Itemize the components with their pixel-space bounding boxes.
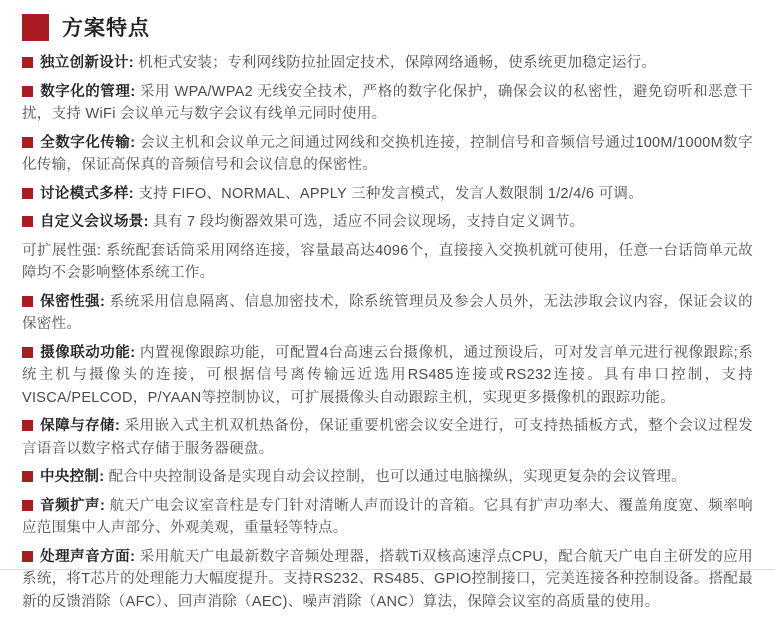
bullet-icon: [22, 137, 33, 148]
feature-label: 保密性强:: [40, 293, 110, 310]
feature-item: [22, 81, 753, 126]
feature-item: [22, 240, 753, 285]
bullet-icon: [22, 86, 33, 97]
feature-item: [22, 291, 753, 336]
bottom-divider: [0, 569, 775, 570]
bullet-icon: [22, 471, 33, 482]
feature-label: 保障与存储:: [40, 418, 125, 434]
bullet-icon: [22, 188, 33, 199]
bullet-icon: [22, 500, 33, 511]
feature-text: 配合中央控制设备是实现自动会议控制，也可以通过电脑操纵，实现更复杂的会议管理。: [108, 469, 686, 485]
page-title: 方案特点: [62, 17, 150, 40]
bullet-icon: [22, 296, 33, 307]
feature-text: 采用 WPA/WPA2 无线安全技术，严格的数字化保护，确保会议的私密性，避免窃听和恶意干扰，支持 WiFi 会议单元与数字会议有线单元同时使用。: [22, 83, 753, 122]
bullet-icon: [22, 420, 33, 431]
feature-item: [22, 546, 753, 614]
feature-label: 独立创新设计:: [40, 55, 139, 71]
feature-item: [22, 466, 753, 489]
feature-label: 数字化的管理:: [40, 83, 141, 100]
feature-list: [22, 52, 753, 619]
feature-item: [22, 495, 753, 540]
feature-text: 航天广电会议室音柱是专门针对清晰人声而设计的音箱。它具有扩声功率大、覆盖角度宽、频率响应范围集中人声部分、外观美观，重量轻等特点。: [22, 497, 753, 536]
feature-label: 处理声音方面:: [40, 548, 140, 565]
feature-text: 采用航天广电最新数字音频处理器，搭载Ti双核高速浮点CPU，配合航天广电自主研发的应用系统，将T芯片的处理能力大幅度提升。支持RS232、RS485、GPIO控制接口，完美连接各种控制设备。搭配最新的反馈消除（AFC）、回声消除（AEC)、噪声消除（ANC）算法，保障会议室的高质量的使用。: [22, 548, 753, 610]
bullet-icon: [22, 57, 33, 68]
feature-label: 中央控制:: [40, 469, 109, 485]
feature-text: 可扩展性强: 系统配套话筒采用网络连接，容量最高达4096个，直接接入交换机就可使用，任意一台话筒单元故障均不会影响整体系统工作。: [22, 242, 753, 281]
feature-label: 音频扩声:: [40, 497, 110, 514]
feature-text: 内置视像跟踪功能，可配置4台高速云台摄像机，通过预设后，可对发言单元进行视像跟踪;系统主机与摄像头的连接，可根据信号离传输远近选用RS485连接或RS232连接。具有串口控制，支持VISCA/PELCOD，P/YAAN等控制协议，可扩展摄像头自动跟踪主机，实现更多摄像机的跟踪功能。: [22, 344, 753, 406]
feature-item: [22, 52, 753, 75]
feature-label: 摄像联动功能:: [40, 344, 140, 361]
section-marker-icon: [22, 14, 49, 41]
feature-text: 机柜式安装；专利网线防拉扯固定技术，保障网络通畅，使系统更加稳定运行。: [138, 55, 657, 71]
feature-text: 系统采用信息隔离、信息加密技术，除系统管理员及参会人员外，无法涉取会议内容，保证会议的保密性。: [22, 293, 753, 332]
feature-item: [22, 183, 753, 206]
bullet-icon: [22, 347, 33, 358]
feature-text: 采用嵌入式主机双机热备份，保证重要机密会议安全进行，可支持热插板方式，整个会议过程发言语音以数字格式存储于服务器硬盘。: [22, 418, 753, 457]
bullet-icon: [22, 551, 33, 562]
feature-label: 讨论模式多样:: [40, 185, 139, 202]
bullet-icon: [22, 216, 33, 227]
feature-item: [22, 415, 753, 460]
feature-item: [22, 132, 753, 177]
feature-text: 支持 FIFO、NORMAL、APPLY 三种发言模式，发言人数限制 1/2/4/6 可调。: [138, 185, 643, 202]
section-header: [22, 12, 753, 42]
feature-label: 全数字化传输:: [40, 134, 140, 151]
feature-label: 自定义会议场景:: [40, 214, 154, 230]
feature-item: [22, 342, 753, 410]
feature-item: [22, 211, 753, 234]
feature-text: 具有 7 段均衡器效果可选，适应不同会议现场，支持自定义调节。: [153, 214, 585, 230]
feature-text: 会议主机和会议单元之间通过网线和交换机连接，控制信号和音频信号通过100M/1000M数字化传输，保证高保真的音频信号和会议信息的保密性。: [22, 134, 753, 173]
